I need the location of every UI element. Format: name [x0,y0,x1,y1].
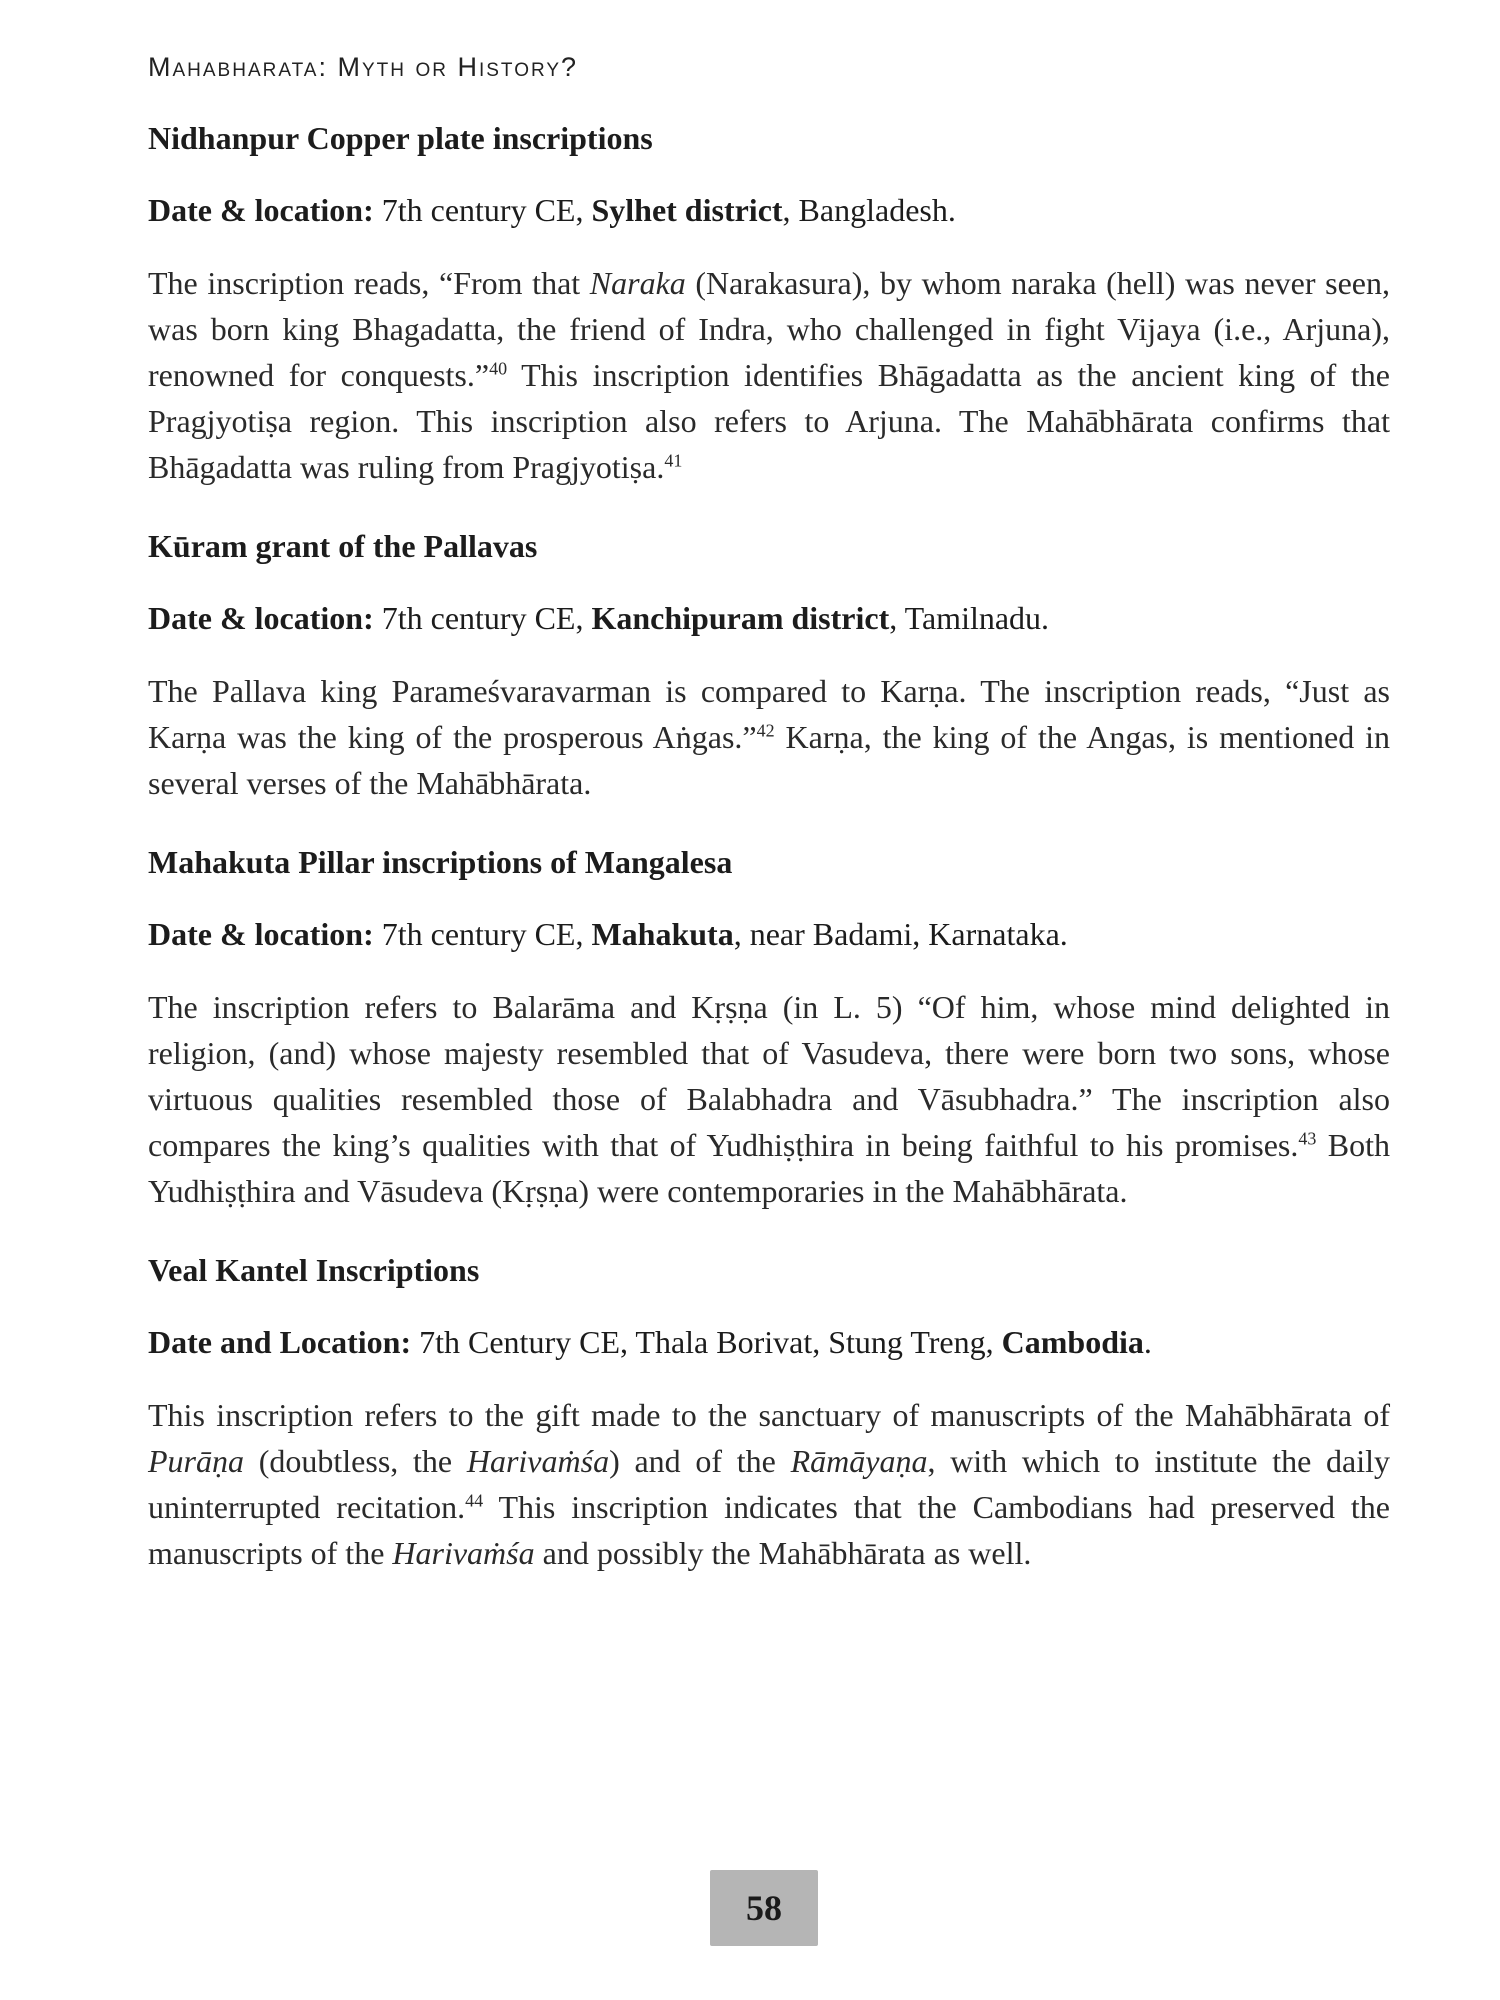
footnote-ref: 44 [465,1490,484,1511]
section-veal-kantel [148,1250,1390,1576]
body-text: This inscription indicates that the Cambodians had preserved the manuscripts of the [148,1489,1391,1571]
date-text: 7th century CE, [373,916,592,952]
section-heading: Kūram grant of the Pallavas [148,528,538,564]
section-kuram [148,526,1390,806]
body-text: This inscription identifies Bhāgadatta as the ancient king of the Pragjyotiṣa region. This inscription also refers to Arjuna. The Mahābhārata confirms that Bhāgadatta was ruling from Pragjyotiṣa. [148,357,1390,485]
italic-term: Purāṇa [148,1443,244,1479]
date-location-label: Date & location: [148,916,374,952]
date-location-label: Date and Location: [148,1324,412,1360]
date-location-label: Date & location: [148,600,374,636]
footnote-ref: 41 [664,450,683,471]
body-text: The inscription reads, “From that [148,265,590,301]
date-text: 7th century CE, [373,192,592,228]
body-text: This inscription refers to the gift made to the sanctuary of manuscripts of the Mahābhārata of [148,1397,1390,1433]
date-text: 7th century CE, [373,600,592,636]
page-number: 58 [710,1870,818,1946]
place-rest-text: . [1143,1324,1152,1360]
place-rest-text: , Bangladesh. [782,192,956,228]
date-location-line [148,190,1390,230]
body-text: The Pallava king Parameśvaravarman is compared to Karṇa. The inscription reads, “Just as Karṇa was the king of the prosperous Aṅgas.” [148,673,1390,755]
section-body [148,1392,1390,1576]
body-text: Karṇa, the king of the Angas, is mentioned in several verses of the Mahābhārata. [148,719,1391,801]
date-location-line [148,1322,1390,1362]
date-location-line [148,914,1390,954]
italic-term: Harivaṁśa [392,1535,535,1571]
place-text: Cambodia [1001,1324,1144,1360]
date-location-line [148,598,1390,638]
section-mahakuta [148,842,1390,1214]
section-heading: Veal Kantel Inscriptions [148,1252,480,1288]
italic-term: Harivaṁśa [466,1443,610,1479]
footnote-ref: 43 [1298,1128,1317,1149]
footnote-ref: 42 [756,720,775,741]
place-text: Mahakuta [591,916,734,952]
body-text: ) and of the [609,1443,791,1479]
section-heading: Mahakuta Pillar inscriptions of Mangalesa [148,844,733,880]
section-body [148,260,1390,490]
footnote-ref: 40 [489,358,508,379]
section-heading: Nidhanpur Copper plate inscriptions [148,120,653,156]
running-header: Mahabharata: Myth or History? [148,52,579,82]
page-content [148,118,1390,1612]
date-text: 7th Century CE, Thala Borivat, Stung Treng, [411,1324,1002,1360]
body-text: and possibly the Mahābhārata as well. [534,1535,1032,1571]
body-text: Both Yudhiṣṭhira and Vāsudeva (Kṛṣṇa) were contemporaries in the Mahābhārata. [148,1127,1391,1209]
section-body [148,668,1390,806]
section-nidhanpur [148,118,1390,490]
body-text: The inscription refers to Balarāma and Kṛṣṇa (in L. 5) “Of him, whose mind delighted in religion, (and) whose majesty resembled that of Vasudeva, there were born two sons, whose virtuous qualities resembled those of Balabhadra and Vāsubhadra.” The inscription also compares the king’s qualities with that of Yudhiṣṭhira in being faithful to his promises. [148,989,1390,1163]
date-location-label: Date & location: [148,192,374,228]
body-text: (doubtless, the [244,1443,467,1479]
place-text: Kanchipuram district [591,600,890,636]
italic-term: Rāmāyaṇa [790,1443,928,1479]
section-body [148,984,1390,1214]
italic-term: Naraka [589,265,686,301]
place-rest-text: , Tamilnadu. [889,600,1050,636]
body-text: (Narakasura), by whom naraka (hell) was never seen, was born king Bhagadatta, the friend of Indra, who challenged in fight Vijaya (i.e., Arjuna), renowned for conquests.” [148,265,1391,393]
place-text: Sylhet district [591,192,783,228]
place-rest-text: , near Badami, Karnataka. [733,916,1068,952]
body-text: , with which to institute the daily uninterrupted recitation. [148,1443,1391,1525]
